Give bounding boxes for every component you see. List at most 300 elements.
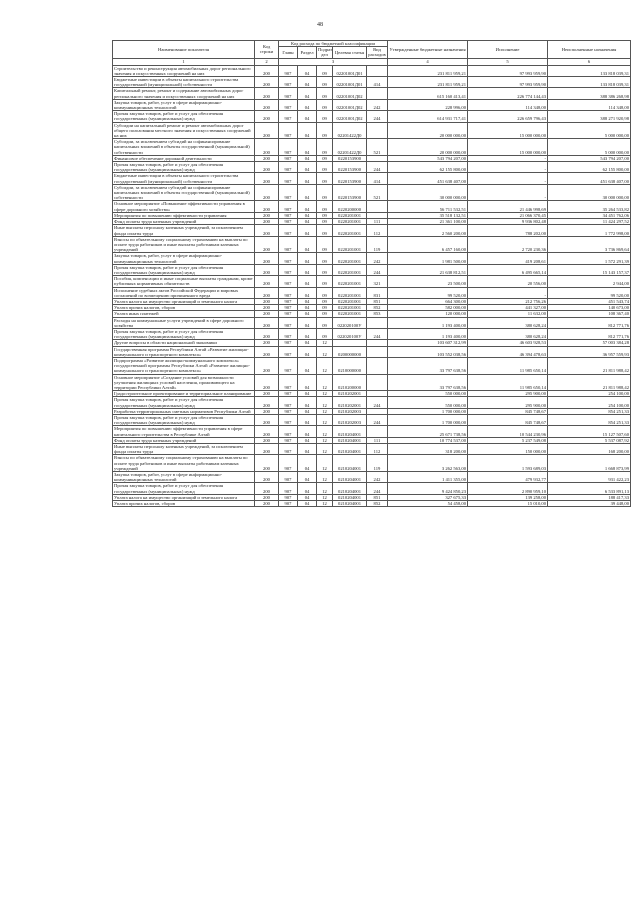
cell-name: Основное мероприятие «Повышение эффективности управления в сфере дорожного хозяйства» <box>113 201 255 212</box>
cell-name: Уплата прочих налогов, сборов <box>113 501 255 507</box>
index-cell: 3 <box>279 58 388 65</box>
cell-approved: 103 607 312,99 <box>388 340 468 346</box>
index-cell: 5 <box>468 58 548 65</box>
cell-target: 0210000000 <box>333 357 367 374</box>
cell-ch: 907 <box>279 111 298 122</box>
cell-sec: 04 <box>298 111 317 122</box>
cell-sub: 09 <box>317 225 333 236</box>
cell-approved: 6 457 160,00 <box>388 236 468 253</box>
cell-executed: - <box>468 287 548 298</box>
cell-approved: 10 774 537,00 <box>388 437 468 443</box>
cell-remaining: 15 127 507,60 <box>548 426 631 437</box>
cell-name: Прочая закупка товаров, работ и услуг для обеспечения государственных (муниципальных) нужд <box>113 111 255 122</box>
cell-target: 0220200000 <box>333 201 367 212</box>
cell-code: 200 <box>255 219 279 225</box>
header-section: Раздел <box>298 47 317 58</box>
cell-target: 0220201001 <box>333 311 367 317</box>
cell-target: 022020100У <box>333 317 367 328</box>
cell-sec: 04 <box>298 305 317 311</box>
table-row <box>113 99 631 110</box>
cell-code: 200 <box>255 444 279 455</box>
cell-remaining: 854 251,33 <box>548 415 631 426</box>
cell-sec: 04 <box>298 415 317 426</box>
cell-approved: 54 458,00 <box>388 501 468 507</box>
cell-sec: 04 <box>298 287 317 298</box>
cell-name: Прочая закупка товаров, работ и услуг для обеспечения государственных (муниципальных) нужд <box>113 397 255 408</box>
cell-sec: 04 <box>298 391 317 397</box>
cell-executed: 15 000 000,00 <box>468 122 548 139</box>
cell-vr: 119 <box>367 236 388 253</box>
cell-target: 02201422Д0 <box>333 122 367 139</box>
cell-vr: 321 <box>367 276 388 287</box>
cell-target: 0220201001 <box>333 236 367 253</box>
cell-ch: 907 <box>279 264 298 275</box>
cell-remaining: 133 818 039,31 <box>548 65 631 76</box>
header-exp-type: Вид расходов <box>368 47 386 58</box>
cell-ch: 907 <box>279 501 298 507</box>
cell-remaining: 114 348,00 <box>548 99 631 110</box>
cell-name: Прочая закупка товаров, работ и услуг для обеспечения государственных (муниципальных) нужд <box>113 264 255 275</box>
cell-sub: 12 <box>317 340 333 346</box>
cell-vr: 119 <box>367 455 388 472</box>
cell-sub: 09 <box>317 317 333 328</box>
cell-target: 0210202001 <box>333 391 367 397</box>
cell-approved: 550 000,00 <box>388 391 468 397</box>
cell-sub: 12 <box>317 483 333 494</box>
table-row <box>113 111 631 122</box>
cell-remaining: 254 100,00 <box>548 397 631 408</box>
cell-executed: 479 932,77 <box>468 472 548 483</box>
cell-approved: 550 000,00 <box>388 397 468 408</box>
cell-remaining: 388 271 920,98 <box>548 111 631 122</box>
cell-code: 200 <box>255 264 279 275</box>
table-row <box>113 184 631 201</box>
cell-sub: 12 <box>317 415 333 426</box>
cell-sub: 12 <box>317 346 333 357</box>
cell-executed: 295 900,00 <box>468 397 548 408</box>
cell-name: Разработка территориальных сметных нормативов Республики Алтай <box>113 408 255 414</box>
cell-executed: 139 258,00 <box>468 494 548 500</box>
cell-sec: 04 <box>298 184 317 201</box>
cell-ch: 907 <box>279 184 298 201</box>
cell-code: 200 <box>255 408 279 414</box>
cell-sec: 04 <box>298 472 317 483</box>
cell-sec: 04 <box>298 346 317 357</box>
cell-vr: 244 <box>367 264 388 275</box>
cell-code: 200 <box>255 298 279 304</box>
cell-remaining: 168 200,00 <box>548 444 631 455</box>
cell-executed: 845 748,67 <box>468 408 548 414</box>
index-cell: 1 <box>113 58 255 65</box>
cell-approved: 33 797 638,56 <box>388 357 468 374</box>
cell-vr: 852 <box>367 501 388 507</box>
cell-vr: 244 <box>367 162 388 173</box>
cell-name: Иные выплаты персоналу казенных учреждений, за исключением фонда оплаты труда <box>113 444 255 455</box>
cell-sec: 04 <box>298 494 317 500</box>
cell-target: 0220153900 <box>333 155 367 161</box>
cell-remaining: 254 100,00 <box>548 391 631 397</box>
cell-code: 200 <box>255 501 279 507</box>
cell-remaining: 21 811 988,42 <box>548 374 631 391</box>
cell-ch: 907 <box>279 65 298 76</box>
cell-ch: 907 <box>279 212 298 218</box>
cell-sub: 09 <box>317 122 333 139</box>
cell-sec: 04 <box>298 444 317 455</box>
cell-approved: 56 711 532,51 <box>388 201 468 212</box>
cell-target: 02201001Д02 <box>333 99 367 110</box>
cell-name: Иные выплаты персоналу казенных учреждений, за исключением фонда оплаты труда <box>113 225 255 236</box>
cell-executed: 10 544 230,96 <box>468 426 548 437</box>
cell-ch: 907 <box>279 437 298 443</box>
cell-target: 0220153900 <box>333 184 367 201</box>
cell-remaining: 108 367,40 <box>548 311 631 317</box>
cell-sec: 04 <box>298 219 317 225</box>
cell-code: 200 <box>255 99 279 110</box>
cell-name: Мероприятия по повышению эффективности управления <box>113 212 255 218</box>
cell-target: 0200000000 <box>333 346 367 357</box>
cell-name: Субсидии на капитальный ремонт и ремонт автомобильных дорог общего пользования местного значения и искусственных сооружений на них <box>113 122 255 139</box>
cell-name: Расходы на коммунальные услуги учреждений в сфере дорожного хозяйства <box>113 317 255 328</box>
cell-code: 200 <box>255 415 279 426</box>
cell-code: 200 <box>255 155 279 161</box>
cell-executed: 226 774 144,43 <box>468 88 548 99</box>
cell-executed: 2 720 230,36 <box>468 236 548 253</box>
cell-sub: 09 <box>317 184 333 201</box>
table-row <box>113 472 631 483</box>
cell-approved: 231 811 959,21 <box>388 77 468 88</box>
cell-vr: 244 <box>367 397 388 408</box>
table-row <box>113 328 631 339</box>
cell-ch: 907 <box>279 472 298 483</box>
cell-ch: 907 <box>279 483 298 494</box>
cell-vr: 521 <box>367 139 388 156</box>
cell-ch: 907 <box>279 236 298 253</box>
cell-remaining: 5 000 000,00 <box>548 139 631 156</box>
index-row <box>113 58 631 65</box>
page-number: 48 <box>317 22 323 28</box>
table-row <box>113 65 631 76</box>
cell-remaining: 5 000 000,00 <box>548 122 631 139</box>
cell-sec: 04 <box>298 311 317 317</box>
cell-ch: 907 <box>279 305 298 311</box>
cell-ch: 907 <box>279 397 298 408</box>
cell-sec: 04 <box>298 212 317 218</box>
cell-approved: 33 797 638,56 <box>388 374 468 391</box>
table-row <box>113 88 631 99</box>
cell-executed: 20 556,00 <box>468 276 548 287</box>
cell-name: Закупка товаров, работ, услуг в сфере информационно-коммуникационных технологий <box>113 253 255 264</box>
cell-name: Бюджетные инвестиции в объекты капитального строительства государственной (муниципальной) собственности <box>113 173 255 184</box>
cell-executed: 6 495 665,14 <box>468 264 548 275</box>
cell-sub: 12 <box>317 426 333 437</box>
cell-name: Мероприятия по повышению эффективности управления в сфере капитального строительства в Республике Алтай <box>113 426 255 437</box>
cell-name: Другие вопросы в области национальной экономики <box>113 340 255 346</box>
cell-approved: 23 500,00 <box>388 276 468 287</box>
cell-ch: 907 <box>279 374 298 391</box>
cell-remaining: 35 264 533,82 <box>548 201 631 212</box>
cell-code: 200 <box>255 139 279 156</box>
cell-executed: 15 010,00 <box>468 501 548 507</box>
cell-sub: 12 <box>317 357 333 374</box>
cell-code: 200 <box>255 437 279 443</box>
cell-ch: 907 <box>279 287 298 298</box>
cell-code: 200 <box>255 212 279 218</box>
cell-sec: 04 <box>298 139 317 156</box>
cell-target: 0220201001 <box>333 253 367 264</box>
header-target: Целевая статья <box>333 47 367 58</box>
cell-target: 02201001Д02 <box>333 88 367 99</box>
cell-ch: 907 <box>279 391 298 397</box>
cell-target: 0220201001 <box>333 287 367 298</box>
budget-execution-table <box>112 40 631 507</box>
cell-name: Капитальный ремонт, ремонт и содержание автомобильных дорог регионального значения и искусственных сооружений на них <box>113 88 255 99</box>
cell-remaining: 21 811 988,42 <box>548 357 631 374</box>
cell-sec: 04 <box>298 455 317 472</box>
cell-target: 0220201001 <box>333 276 367 287</box>
cell-sub: 09 <box>317 287 333 298</box>
cell-remaining: 62 155 800,00 <box>548 162 631 173</box>
cell-executed: 46 603 928,53 <box>468 340 548 346</box>
cell-ch: 907 <box>279 444 298 455</box>
cell-approved: 1 193 400,00 <box>388 317 468 328</box>
header-name: Наименование показателя <box>113 41 255 59</box>
cell-code: 200 <box>255 391 279 397</box>
cell-name: Субсидии, за исключением субсидий на софинансирование капитальных вложений в объекты государственной (муниципальной) собственности <box>113 139 255 156</box>
cell-code: 200 <box>255 472 279 483</box>
cell-approved: 1 700 000,00 <box>388 415 468 426</box>
cell-name: Финансовое обеспечение дорожной деятельности <box>113 155 255 161</box>
table-row <box>113 225 631 236</box>
cell-sec: 04 <box>298 426 317 437</box>
cell-ch: 907 <box>279 340 298 346</box>
cell-code: 200 <box>255 253 279 264</box>
cell-code: 200 <box>255 346 279 357</box>
index-cell: 4 <box>388 58 468 65</box>
cell-executed: 97 993 959,90 <box>468 65 548 76</box>
cell-target: 0210204001 <box>333 483 367 494</box>
cell-sec: 04 <box>298 357 317 374</box>
table-row <box>113 415 631 426</box>
header-line-code: Код строки <box>255 41 279 59</box>
cell-approved: 3 262 563,00 <box>388 455 468 472</box>
cell-remaining: 812 771,76 <box>548 328 631 339</box>
cell-code: 200 <box>255 305 279 311</box>
cell-executed: 11 985 650,14 <box>468 374 548 391</box>
cell-remaining: 39 448,00 <box>548 501 631 507</box>
cell-executed: 419 208,61 <box>468 253 548 264</box>
table-row <box>113 397 631 408</box>
table-row <box>113 201 631 212</box>
cell-vr <box>367 201 388 212</box>
cell-target: 0210204001 <box>333 444 367 455</box>
cell-sub: 09 <box>317 162 333 173</box>
cell-sec: 04 <box>298 328 317 339</box>
cell-sec: 04 <box>298 374 317 391</box>
cell-executed: 15 000 000,00 <box>468 139 548 156</box>
cell-vr: 244 <box>367 111 388 122</box>
cell-approved: 543 794 207,00 <box>388 155 468 161</box>
cell-vr: 414 <box>367 173 388 184</box>
cell-target: 0210204001 <box>333 426 367 437</box>
cell-sec: 04 <box>298 317 317 328</box>
cell-target: 0210204001 <box>333 494 367 500</box>
cell-executed: 114 348,00 <box>468 99 548 110</box>
cell-ch: 907 <box>279 494 298 500</box>
cell-sec: 04 <box>298 298 317 304</box>
cell-sub: 12 <box>317 472 333 483</box>
cell-vr: 521 <box>367 184 388 201</box>
cell-name: Прочая закупка товаров, работ и услуг для обеспечения государственных (муниципальных) нужд <box>113 328 255 339</box>
cell-code: 200 <box>255 340 279 346</box>
table-row <box>113 374 631 391</box>
table-row <box>113 317 631 328</box>
cell-approved: 231 811 959,21 <box>388 65 468 76</box>
cell-code: 200 <box>255 201 279 212</box>
cell-remaining: 1 772 998,00 <box>548 225 631 236</box>
cell-executed: - <box>468 184 548 201</box>
cell-remaining: 2 944,00 <box>548 276 631 287</box>
cell-approved: 228 996,00 <box>388 99 468 110</box>
cell-ch: 907 <box>279 276 298 287</box>
cell-approved: 451 638 407,00 <box>388 173 468 184</box>
cell-executed: 380 628,24 <box>468 328 548 339</box>
cell-vr: 112 <box>367 225 388 236</box>
cell-sub: 09 <box>317 311 333 317</box>
cell-name: Уплата налога на имущество организаций и земельного налога <box>113 494 255 500</box>
cell-sub: 12 <box>317 391 333 397</box>
cell-ch: 907 <box>279 173 298 184</box>
cell-sec: 04 <box>298 65 317 76</box>
cell-vr: 242 <box>367 253 388 264</box>
cell-code: 200 <box>255 111 279 122</box>
cell-code: 200 <box>255 287 279 298</box>
cell-remaining: 36 957 559,93 <box>548 346 631 357</box>
cell-name: Уплата прочих налогов, сборов <box>113 305 255 311</box>
cell-target: 0220201001 <box>333 298 367 304</box>
cell-approved: 21 638 812,51 <box>388 264 468 275</box>
cell-ch: 907 <box>279 77 298 88</box>
cell-approved: 20 000 000,00 <box>388 122 468 139</box>
cell-vr: 852 <box>367 305 388 311</box>
cell-name: Субсидии, за исключением субсидий на софинансирование капитальных вложений в объекты государственной (муниципальной) собственности <box>113 184 255 201</box>
cell-ch: 907 <box>279 162 298 173</box>
cell-remaining: 30 000 000,00 <box>548 184 631 201</box>
cell-sec: 04 <box>298 122 317 139</box>
cell-ch: 907 <box>279 99 298 110</box>
table-row <box>113 357 631 374</box>
cell-target: 02201001Д01 <box>333 77 367 88</box>
cell-vr: 853 <box>367 311 388 317</box>
cell-name: Взносы по обязательному социальному страхованию на выплаты по оплате труда работников и иные выплаты работникам казенных учреждений <box>113 236 255 253</box>
cell-code: 200 <box>255 236 279 253</box>
header-approved: Утвержденные бюджетные назначения <box>388 41 468 59</box>
cell-sec: 04 <box>298 408 317 414</box>
cell-code: 200 <box>255 426 279 437</box>
cell-ch: 907 <box>279 317 298 328</box>
cell-approved: 1 700 000,00 <box>388 408 468 414</box>
cell-sub: 09 <box>317 212 333 218</box>
cell-remaining: 543 794 207,00 <box>548 155 631 161</box>
cell-code: 200 <box>255 88 279 99</box>
cell-approved: 30 000 000,00 <box>388 184 468 201</box>
cell-sub: 12 <box>317 455 333 472</box>
cell-code: 200 <box>255 77 279 88</box>
cell-code: 200 <box>255 357 279 374</box>
cell-ch: 907 <box>279 122 298 139</box>
cell-remaining: 99 520,00 <box>548 287 631 298</box>
cell-name: Строительство и реконструкция автомобильных дорог регионального значения и искусственных сооружений на них <box>113 65 255 76</box>
index-cell: 6 <box>548 58 631 65</box>
cell-code: 200 <box>255 122 279 139</box>
table-row <box>113 253 631 264</box>
table-row <box>113 162 631 173</box>
cell-executed: 21 446 998,69 <box>468 201 548 212</box>
cell-vr <box>367 346 388 357</box>
cell-ch: 907 <box>279 155 298 161</box>
cell-target: 0220201001 <box>333 212 367 218</box>
table-row <box>113 455 631 472</box>
cell-ch: 907 <box>279 415 298 426</box>
cell-approved: 62 155 800,00 <box>388 162 468 173</box>
cell-name: Основное мероприятие «Создание условий для возможности улучшения жилищных условий населения, проживающего на территории Республики Алтай» <box>113 374 255 391</box>
cell-target: 0210204001 <box>333 501 367 507</box>
cell-sec: 04 <box>298 501 317 507</box>
cell-vr <box>367 122 388 139</box>
cell-code: 200 <box>255 184 279 201</box>
cell-remaining: 812 771,76 <box>548 317 631 328</box>
cell-code: 200 <box>255 173 279 184</box>
cell-code: 200 <box>255 311 279 317</box>
cell-approved: 1 193 400,00 <box>388 328 468 339</box>
cell-vr <box>367 65 388 76</box>
cell-sec: 04 <box>298 276 317 287</box>
cell-approved: 1 411 355,00 <box>388 472 468 483</box>
cell-vr: 244 <box>367 415 388 426</box>
cell-name: Государственная программа Республики Алтай «Развитие жилищно-коммунального и транспортного комплекса» <box>113 346 255 357</box>
cell-remaining: 5 537 087,92 <box>548 437 631 443</box>
cell-remaining: 133 818 039,31 <box>548 77 631 88</box>
cell-target: 02201422Д0 <box>333 139 367 156</box>
cell-code: 200 <box>255 397 279 408</box>
cell-vr <box>367 357 388 374</box>
cell-target: 0220201001 <box>333 219 367 225</box>
cell-code: 200 <box>255 328 279 339</box>
cell-target: 0220153900 <box>333 162 367 173</box>
cell-remaining: 140 673,00 <box>548 305 631 311</box>
cell-sub: 09 <box>317 173 333 184</box>
cell-name: Фонд оплаты труда казенных учреждений <box>113 437 255 443</box>
cell-sub: 09 <box>317 111 333 122</box>
cell-target: 02201001Д02 <box>333 111 367 122</box>
cell-target: 0210204001 <box>333 437 367 443</box>
cell-remaining: 15 143 157,37 <box>548 264 631 275</box>
header-unexecuted: Неисполненные назначения <box>548 41 631 59</box>
cell-code: 200 <box>255 483 279 494</box>
cell-code: 200 <box>255 65 279 76</box>
cell-vr <box>367 426 388 437</box>
cell-target: 0210202003 <box>333 415 367 426</box>
cell-sub: 12 <box>317 408 333 414</box>
cell-executed: 46 394 478,63 <box>468 346 548 357</box>
cell-name: Прочая закупка товаров, работ и услуг для обеспечения государственных (муниципальных) нужд <box>113 415 255 426</box>
cell-sub: 12 <box>317 374 333 391</box>
cell-name: Уплата налога на имущество организаций и земельного налога <box>113 298 255 304</box>
cell-ch: 907 <box>279 311 298 317</box>
cell-approved: 9 424 850,23 <box>388 483 468 494</box>
cell-ch: 907 <box>279 253 298 264</box>
cell-sec: 04 <box>298 225 317 236</box>
cell-target: 0210204001 <box>333 472 367 483</box>
